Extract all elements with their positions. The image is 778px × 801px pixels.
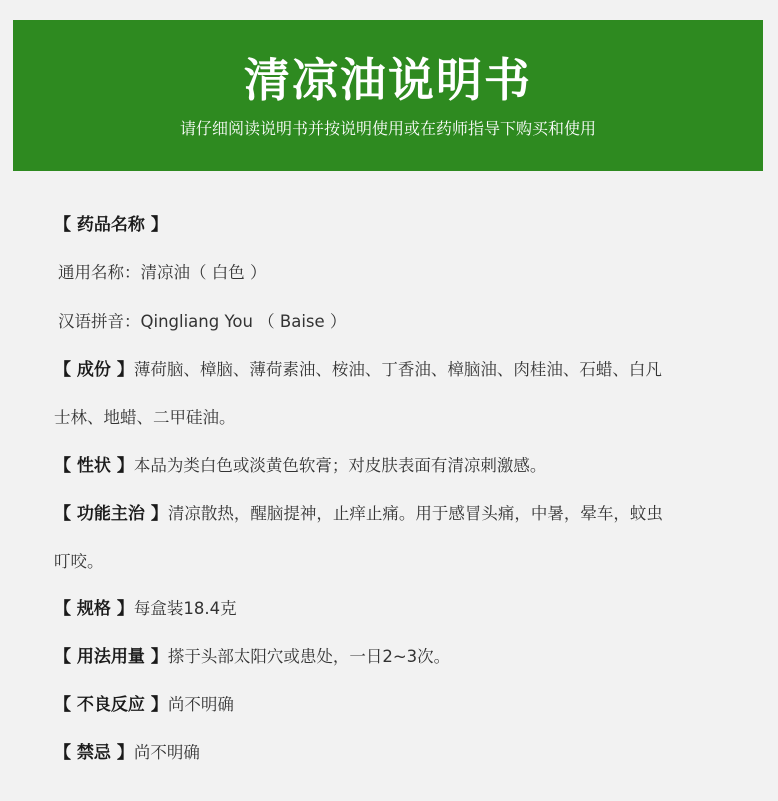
page-subtitle: 请仔细阅读说明书并按说明使用或在药师指导下购买和使用 (179, 119, 596, 138)
common-name: 通用名称：清凉油（ 白色 ） (58, 263, 267, 282)
drug-name-section (54, 214, 754, 236)
contraindications-text: 尚不明确 (133, 743, 200, 762)
page-title: 清凉油说明书 (244, 53, 532, 107)
pinyin-name: 汉语拼音：Qingliang You （ Baise ） (58, 312, 347, 331)
contraindications-section (54, 742, 754, 764)
ingredients-section (54, 359, 754, 381)
spec-text: 每盒装18.4克 (133, 599, 237, 618)
ingredients-label: 【 成份 】 (54, 360, 134, 380)
properties-section (54, 455, 754, 477)
usage-label: 【 用法用量 】 (54, 647, 168, 667)
spec-section (54, 598, 754, 620)
usage-text: 搽于头部太阳穴或患处，一日2~3次。 (167, 647, 451, 666)
adverse-label: 【 不良反应 】 (54, 695, 168, 715)
indications-label: 【 功能主治 】 (54, 504, 168, 524)
indications-text: 清凉散热，醒脑提神，止痒止痛。用于感冒头痛，中暑，晕车，蚊虫 (167, 504, 663, 523)
indications-section (54, 503, 754, 525)
usage-section (54, 646, 754, 668)
properties-label: 【 性状 】 (54, 456, 134, 476)
ingredients-text: 薄荷脑、樟脑、薄荷素油、桉油、丁香油、樟脑油、肉桂油、石蜡、白凡 (133, 360, 662, 379)
adverse-section (54, 694, 754, 716)
spec-label: 【 规格 】 (54, 599, 134, 619)
adverse-text: 尚不明确 (167, 695, 234, 714)
properties-text: 本品为类白色或淡黄色软膏；对皮肤表面有清凉刺激感。 (133, 456, 547, 475)
drug-name-label: 【 药品名称 】 (54, 215, 168, 235)
indications-text-cont: 叮咬。 (54, 552, 104, 571)
contraindications-label: 【 禁忌 】 (54, 743, 134, 763)
ingredients-text-cont: 士林、地蜡、二甲硅油。 (54, 408, 236, 427)
